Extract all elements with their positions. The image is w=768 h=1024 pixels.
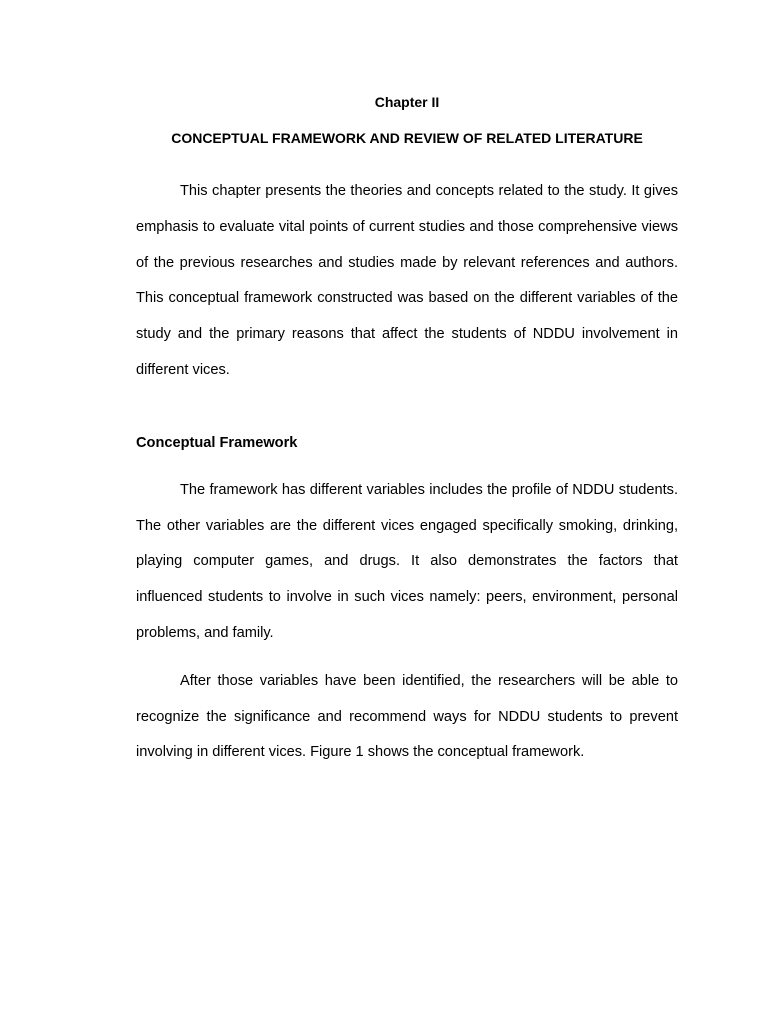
spacer [136, 156, 678, 174]
chapter-title: CONCEPTUAL FRAMEWORK AND REVIEW OF RELATED LITERATURE [171, 130, 643, 146]
spacer [136, 461, 678, 473]
variables-paragraph: After those variables have been identified, the researchers will be able to recognize the significance and recommend ways for NDDU students to prevent involving in different vices. Figure 1 shows the conceptual framework. [136, 672, 678, 761]
intro-paragraph: This chapter presents the theories and concepts related to the study. It gives emphasis to evaluate vital points of current studies and those comprehensive views of the previous researches and studies made by relevant references and authors. This conceptual framework constructed was based on the different variables of the study and the primary reasons that affect the students of NDDU involvement in different vices. [136, 183, 678, 378]
page-content [136, 84, 678, 771]
section-heading: Conceptual Framework [136, 434, 298, 451]
spacer [136, 389, 678, 425]
chapter-label: Chapter II [374, 94, 440, 110]
framework-paragraph: The framework has different variables includes the profile of NDDU students. The other variables are the different vices engaged specifically smoking, drinking, playing computer games, and drugs. It also demonstrates the factors that influenced students to involve in such vices namely: peers, environment, personal problems, and family. [136, 481, 678, 641]
spacer [136, 652, 678, 664]
